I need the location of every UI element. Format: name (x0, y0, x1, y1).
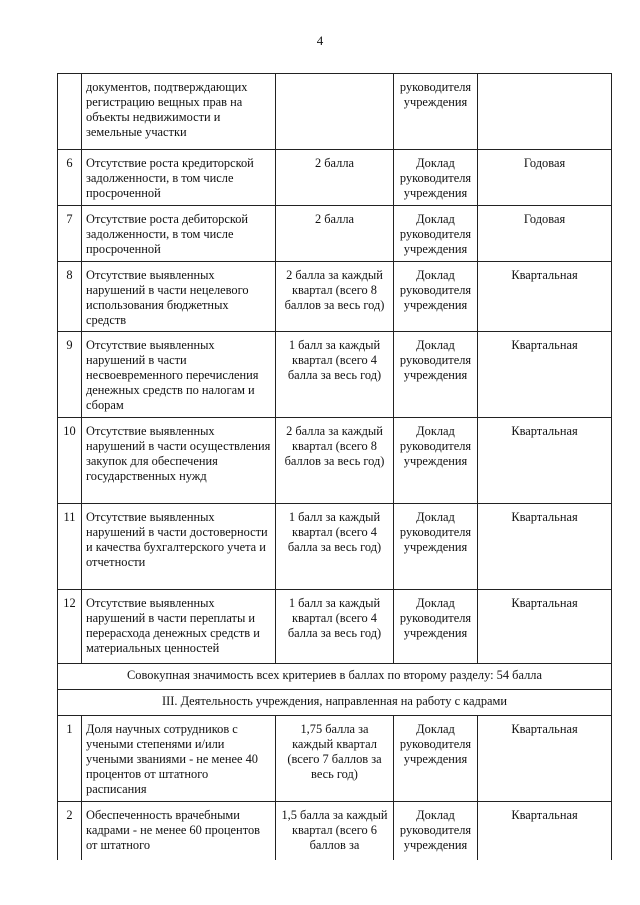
section-heading-row (58, 690, 612, 716)
report-period: Квартальная (478, 590, 612, 664)
criterion-score: 2 балла за каждый квартал (всего 8 баллов за весь год) (276, 418, 394, 504)
criterion-name: Отсутствие выявленных нарушений в части несвоевременного перечисления денежных средств по налогам и сборам (82, 332, 276, 418)
report-period: Квартальная (478, 332, 612, 418)
criterion-score: 1 балл за каждый квартал (всего 4 балла за весь год) (276, 504, 394, 590)
section-total-row (58, 664, 612, 690)
report-period: Квартальная (478, 802, 612, 861)
criterion-name: Обеспеченность врачебными кадрами - не менее 60 процентов от штатного (82, 802, 276, 861)
row-number: 7 (58, 206, 82, 262)
row-number: 2 (58, 802, 82, 861)
report-period: Квартальная (478, 504, 612, 590)
row-number: 10 (58, 418, 82, 504)
criterion-score: 1 балл за каждый квартал (всего 4 балла за весь год) (276, 590, 394, 664)
report-form: руководителя учреждения (394, 74, 478, 150)
criterion-name: Отсутствие роста кредиторской задолженности, в том числе просроченной (82, 150, 276, 206)
table-row (58, 590, 612, 664)
report-form: Доклад руководителя учреждения (394, 802, 478, 861)
report-form: Доклад руководителя учреждения (394, 716, 478, 802)
row-number: 11 (58, 504, 82, 590)
criteria-table (57, 73, 612, 860)
table-row (58, 74, 612, 150)
report-period (478, 74, 612, 150)
row-number: 12 (58, 590, 82, 664)
report-period: Годовая (478, 206, 612, 262)
criterion-score: 2 балла (276, 150, 394, 206)
row-number: 6 (58, 150, 82, 206)
report-form: Доклад руководителя учреждения (394, 332, 478, 418)
criterion-score: 1 балл за каждый квартал (всего 4 балла за весь год) (276, 332, 394, 418)
report-form: Доклад руководителя учреждения (394, 504, 478, 590)
table-row (58, 206, 612, 262)
report-form: Доклад руководителя учреждения (394, 590, 478, 664)
row-number: 1 (58, 716, 82, 802)
criterion-name: Отсутствие выявленных нарушений в части нецелевого использования бюджетных средств (82, 262, 276, 332)
table-row (58, 262, 612, 332)
row-number (58, 74, 82, 150)
report-form: Доклад руководителя учреждения (394, 206, 478, 262)
criterion-score: 1,75 балла за каждый квартал (всего 7 баллов за весь год) (276, 716, 394, 802)
section-heading: III. Деятельность учреждения, направленная на работу с кадрами (58, 690, 612, 716)
report-period: Квартальная (478, 262, 612, 332)
report-form: Доклад руководителя учреждения (394, 262, 478, 332)
section-total: Совокупная значимость всех критериев в баллах по второму разделу: 54 балла (58, 664, 612, 690)
report-period: Годовая (478, 150, 612, 206)
criterion-name: Отсутствие выявленных нарушений в части осуществления закупок для обеспечения государственных нужд (82, 418, 276, 504)
criterion-score (276, 74, 394, 150)
report-period: Квартальная (478, 418, 612, 504)
report-form: Доклад руководителя учреждения (394, 418, 478, 504)
table-row (58, 332, 612, 418)
report-period: Квартальная (478, 716, 612, 802)
criterion-name: документов, подтверждающих регистрацию вещных прав на объекты недвижимости и земельные участки (82, 74, 276, 150)
table-row (58, 504, 612, 590)
criterion-score: 1,5 балла за каждый квартал (всего 6 баллов за (276, 802, 394, 861)
criterion-score: 2 балла (276, 206, 394, 262)
table-row (58, 418, 612, 504)
report-form: Доклад руководителя учреждения (394, 150, 478, 206)
row-number: 8 (58, 262, 82, 332)
table-row (58, 150, 612, 206)
row-number: 9 (58, 332, 82, 418)
criterion-name: Отсутствие выявленных нарушений в части переплаты и перерасхода денежных средств и материальных ценностей (82, 590, 276, 664)
table-row (58, 716, 612, 802)
criterion-score: 2 балла за каждый квартал (всего 8 баллов за весь год) (276, 262, 394, 332)
criterion-name: Доля научных сотрудников с учеными степенями и/или учеными званиями - не менее 40 процентов от штатного расписания (82, 716, 276, 802)
page-number: 4 (316, 33, 324, 48)
criterion-name: Отсутствие роста дебиторской задолженности, в том числе просроченной (82, 206, 276, 262)
criterion-name: Отсутствие выявленных нарушений в части достоверности и качества бухгалтерского учета и отчетности (82, 504, 276, 590)
table-row (58, 802, 612, 861)
